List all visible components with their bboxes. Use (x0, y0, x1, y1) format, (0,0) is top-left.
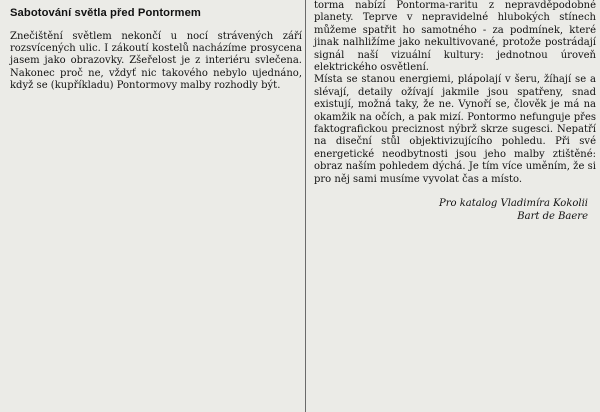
right-body (314, 0, 596, 186)
paragraph: Znečištění světlem nekončí u nocí strávených září rozsvícených ulic. I zákoutí kostelů nacházíme prosycena jasem jako obrazovky. Zšeřelost je z interiéru svlečena. Nakonec proč ne, vždyť nic takového nebylo ujednáno, když se (kupříkladu) Pontormovy malby rozhodly být. (10, 31, 302, 91)
signature (314, 198, 596, 223)
article-title: Sabotování světla před Pontormem (10, 7, 201, 19)
right-column (314, 0, 596, 412)
paragraph: torma nabízí Pontorma-raritu z nepravděpodobné planety. Teprve v nepravidelné hlubokých stínech můžeme spatřit ho samotného - za podmínek, které jinak nalhližíme jako nekultivované, protože postrádají signál naší vizuální kultury: jednotnou úroveň elektrického osvětlení. (314, 0, 596, 74)
paragraph: Místa se stanou energiemi, plápolají v šeru, žíhají se a slévají, detaily ožívají jakmile jsou spatřeny, snad existují, možná taky, že ne. Vynoří se, člověk je má na okamžik na očích, a pak mizí. Pontormo nefunguje přes faktografickou preciznost nýbrž skrze sugesci. Nepatří na diseční stůl objektivizujícího pohledu. Při své energetické neodbytnosti jsou jeho malby ztištěné: obraz naším pohledem dýchá. Je tím více uměním, že si pro něj sami musíme vyvolat čas a místo. (314, 74, 596, 185)
left-column (10, 0, 302, 412)
signature-author: Bart de Baere (517, 210, 588, 222)
column-divider (305, 0, 306, 412)
signature-line-catalog: Pro katalog Vladimíra Kokolii (439, 198, 588, 210)
left-body (10, 31, 302, 92)
